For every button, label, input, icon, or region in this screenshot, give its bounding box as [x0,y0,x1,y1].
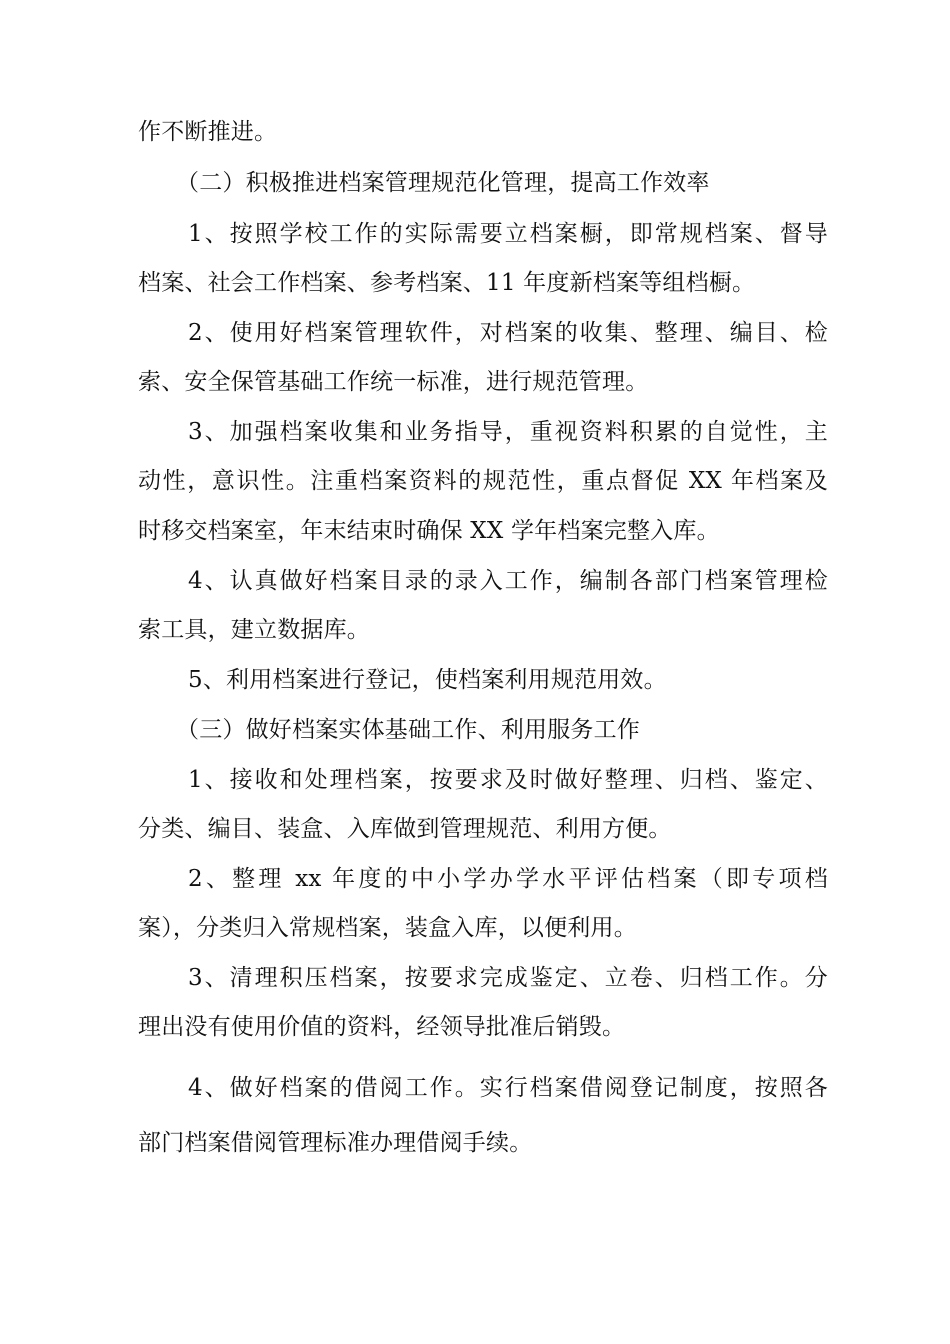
paragraph-line: 1、按照学校工作的实际需要立档案橱，即常规档案、督导 [188,221,828,247]
paragraph-line: 3、加强档案收集和业务指导，重视资料积累的自觉性，主 [188,419,828,445]
paragraph-line: 5、利用档案进行登记，使档案利用规范用效。 [188,667,667,693]
paragraph-line: 动性，意识性。注重档案资料的规范性，重点督促 XX 年档案及 [138,468,828,494]
paragraph-line: 4、做好档案的借阅工作。实行档案借阅登记制度，按照各 [188,1075,828,1101]
paragraph-line: 分类、编目、装盒、入库做到管理规范、利用方便。 [138,816,672,842]
section-heading: （二）积极推进档案管理规范化管理，提高工作效率 [176,170,710,196]
paragraph-line: 2、使用好档案管理软件，对档案的收集、整理、编目、检 [188,320,828,346]
paragraph-line: 案），分类归入常规档案，装盒入库，以便利用。 [138,915,637,941]
paragraph-line: 理出没有使用价值的资料，经领导批准后销毁。 [138,1014,626,1040]
paragraph-line: 3、清理积压档案，按要求完成鉴定、立卷、归档工作。分 [188,965,828,991]
section-heading: （三）做好档案实体基础工作、利用服务工作 [176,717,640,743]
paragraph-line: 4、认真做好档案目录的录入工作，编制各部门档案管理检 [188,568,828,594]
paragraph-line: 档案、社会工作档案、参考档案、11 年度新档案等组档橱。 [138,270,756,296]
paragraph-line: 部门档案借阅管理标准办理借阅手续。 [138,1130,533,1156]
paragraph-line: 索、安全保管基础工作统一标准，进行规范管理。 [138,369,649,395]
paragraph-line: 2、整理 xx 年度的中小学办学水平评估档案（即专项档 [188,866,828,892]
paragraph-line: 1、接收和处理档案，按要求及时做好整理、归档、鉴定、 [188,767,828,793]
paragraph-line: 时移交档案室，年末结束时确保 XX 学年档案完整入库。 [138,518,720,544]
paragraph-line: 索工具，建立数据库。 [138,617,370,643]
paragraph-line: 作不断推进。 [138,119,278,145]
